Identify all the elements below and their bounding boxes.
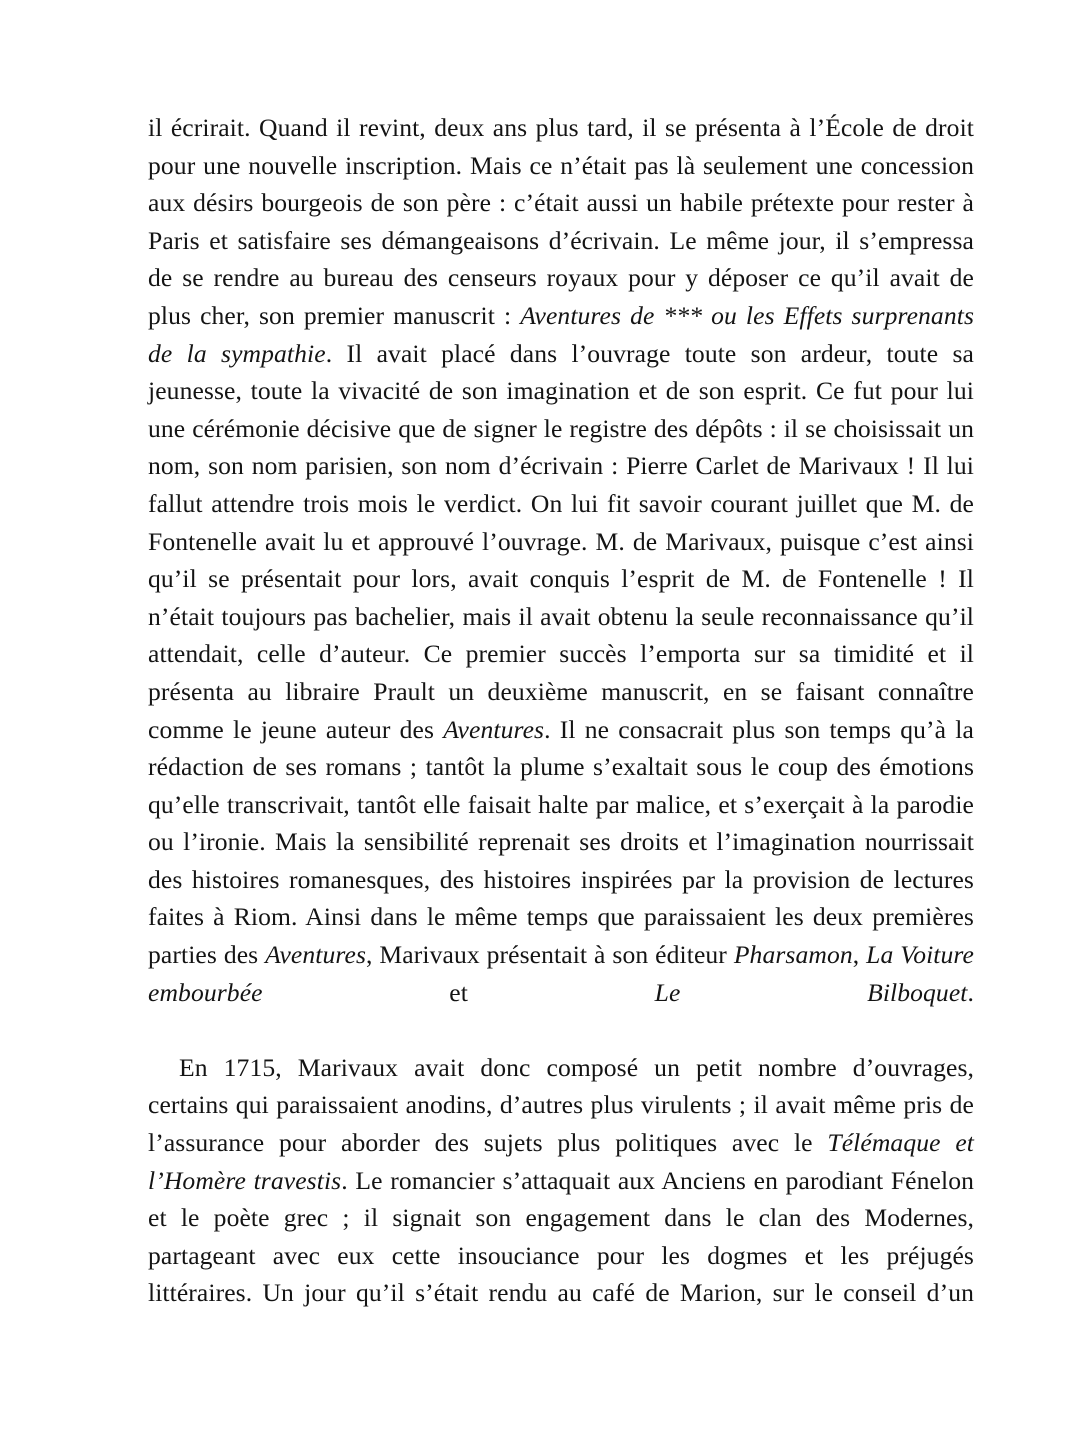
text-run: ,: [852, 940, 867, 970]
work-title: La Voiture embourbée: [148, 940, 974, 1007]
text-run: .: [967, 977, 974, 1007]
work-title: Aventures de *** ou les Effets surprenants de la sympathie: [148, 300, 974, 368]
text-run: . Le romancier s’attaquait aux Anciens en parodiant Fénelon et le poète grec ; il signait son engagement dans le clan des Modernes, partageant avec eux cette insouciance pour les dogmes et les préjugés littéraires. Un jour qu’il s’était rendu au café de Marion, sur le conseil d’un: [148, 1165, 974, 1308]
work-title: Pharsamon: [733, 940, 853, 970]
page-text-block: [148, 109, 974, 1350]
para-en-1715: [148, 1049, 974, 1350]
text-run: il écrirait. Quand il revint, deux ans plus tard, il se présenta à l’École de droit pour une nouvelle inscription. Mais ce n’était pas là seulement une concession aux désirs bourgeois de son père : c’était aussi un habile prétexte pour rester à Paris et satisfaire ses démangeaisons d’écrivain. Le même jour, il s’empressa de se rendre au bureau des censeurs royaux pour y déposer ce qu’il avait de plus cher, son premier manuscrit :: [148, 113, 974, 330]
text-run: . Il avait placé dans l’ouvrage toute son ardeur, toute sa jeunesse, toute la vivacité de son imagination et de son esprit. Ce fut pour lui une cérémonie décisive que de signer le registre des dépôts : il se choisissait un nom, son nom parisien, son nom d’écrivain : Pierre Carlet de Marivaux ! Il lui fallut attendre trois mois le verdict. On lui fit savoir courant juillet que M. de Fontenelle avait lu et approuvé l’ouvrage. M. de Marivaux, puisque c’est ainsi qu’il se présentait pour lors, avait conquis l’esprit de M. de Fontenelle ! Il n’était toujours pas bachelier, mais il avait obtenu la seule reconnaissance qu’il attendait, celle d’auteur. Ce premier succès l’emporta sur sa timidité et il présenta au libraire Prault un deuxième manuscrit, en se faisant connaître comme le jeune auteur des: [148, 338, 974, 744]
work-title: Le Bilboquet: [654, 977, 968, 1007]
text-run: et: [262, 977, 655, 1007]
text-run: . Il ne consacrait plus son temps qu’à la rédaction de ses romans ; tantôt la plume s’exaltait sous le coup des émotions qu’elle transcrivait, tantôt elle faisait halte par malice, et s’exerçait à la parodie ou l’ironie. Mais la sensibilité reprenait ses droits et l’imagination nourrissait des histoires romanesques, des histoires inspirées par la provision de lectures faites à Riom. Ainsi dans le même temps que paraissaient les deux premières parties des: [148, 714, 974, 970]
work-title: Télémaque et l’Homère travestis: [148, 1128, 974, 1195]
work-title: Aventures: [443, 714, 545, 744]
text-run: , Marivaux présentait à son éditeur: [366, 940, 734, 970]
text-run: En 1715, Marivaux avait donc composé un petit nombre d’ouvrages, certains qui paraissaient anodins, d’autres plus virulents ; il avait même pris de l’assurance pour aborder des sujets plus politiques avec le: [148, 1052, 974, 1158]
para-continuation: [148, 109, 974, 1049]
work-title: Aventures: [265, 940, 367, 970]
